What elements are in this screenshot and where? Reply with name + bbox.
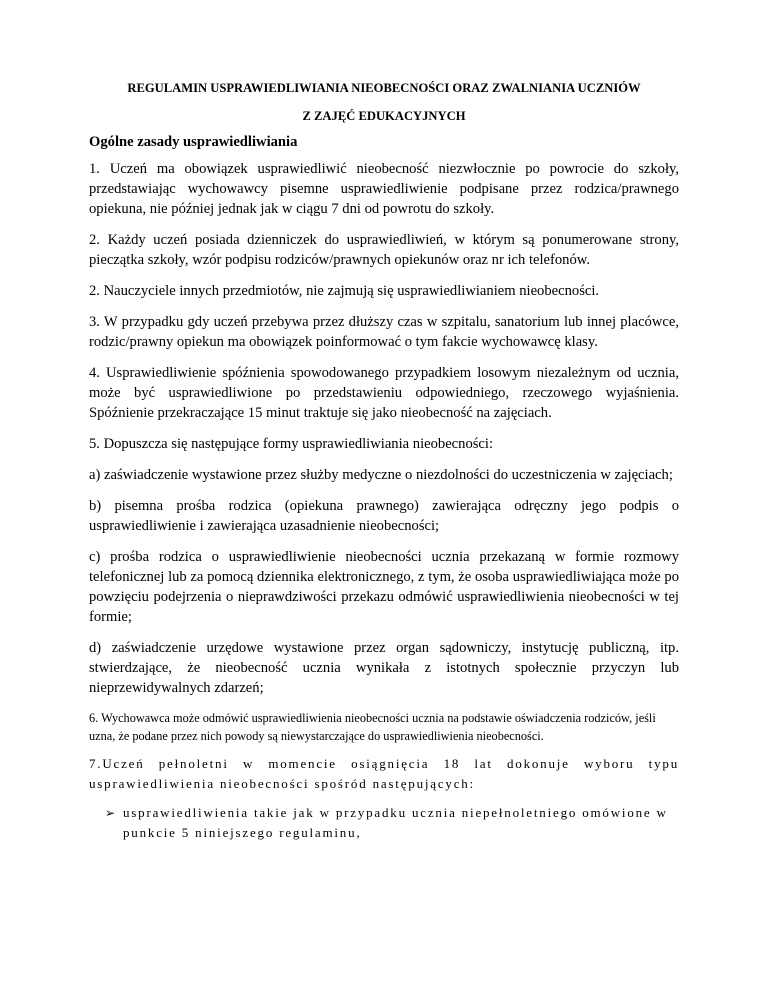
paragraph-5b: b) pisemna prośba rodzica (opiekuna prawnego) zawierająca odręczny jego podpis o usprawiedliwienie i zawierająca uzasadnienie nieobecności; [89,498,679,534]
document-title-line-2: Z ZAJĘĆ EDUKACYJNYCH [302,109,466,123]
paragraph-1: 1. Uczeń ma obowiązek usprawiedliwić nieobecność niezwłocznie po powrocie do szkoły, przedstawiając wychowawcy pisemne usprawiedliwienie podpisane przez rodzica/prawnego opiekuna, nie później jednak jak w ciągu 7 dni od powrotu do szkoły. [89,161,679,217]
paragraph-2b: 2. Nauczyciele innych przedmiotów, nie zajmują się usprawiedliwianiem nieobecności. [89,283,600,299]
paragraph-3: 3. W przypadku gdy uczeń przebywa przez dłuższy czas w szpitalu, sanatorium lub innej placówce, rodzic/prawny opiekun ma obowiązek poinformować o tym fakcie wychowawcę klasy. [89,314,679,350]
paragraph-7: 7.Uczeń pełnoletni w momencie osiągnięcia 18 lat dokonuje wyboru typu usprawiedliwienia nieobecności spośród następujących: [89,756,679,791]
paragraph-5a: a) zaświadczenie wystawione przez służby medyczne o niezdolności do uczestniczenia w zajęciach; [89,467,673,483]
bullet-list-item [105,803,679,843]
paragraph-2: 2. Każdy uczeń posiada dzienniczek do usprawiedliwień, w którym są ponumerowane strony, pieczątka szkoły, wzór podpisu rodziców/prawnych opiekunów oraz nr ich telefonów. [89,232,679,268]
paragraph-4: 4. Usprawiedliwienie spóźnienia spowodowanego przypadkiem losowym niezależnym od ucznia, może być usprawiedliwione po przedstawieniu odpowiedniego, rzeczowego wyjaśnienia. Spóźnienie przekraczające 15 minut traktuje się jako nieobecność na zajęciach. [89,365,679,421]
paragraph-5d: d) zaświadczenie urzędowe wystawione przez organ sądowniczy, instytucję publiczną, itp. stwierdzające, że nieobecność ucznia wynikała z istotnych społecznie przyczyn lub nieprzewidywalnych zdarzeń; [89,640,679,696]
arrow-bullet-icon: ➢ [105,806,116,820]
bullet-text: usprawiedliwienia takie jak w przypadku ucznia niepełnoletniego omówione w punkcie 5 niniejszego regulaminu, [123,805,668,840]
paragraph-5c: c) prośba rodzica o usprawiedliwienie nieobecności ucznia przekazaną w formie rozmowy telefonicznej lub za pomocą dziennika elektronicznego, z tym, że osoba usprawiedliwiająca może po powzięciu podejrzenia o nieprawdziwości przekazu odmówić usprawiedliwienia nieobecności w tej formie; [89,549,679,625]
paragraph-5: 5. Dopuszcza się następujące formy usprawiedliwiania nieobecności: [89,436,494,452]
document-title-line-1: REGULAMIN USPRAWIEDLIWIANIA NIEOBECNOŚCI ORAZ ZWALNIANIA UCZNIÓW [127,81,641,95]
paragraph-6: 6. Wychowawca może odmówić usprawiedliwienia nieobecności ucznia na podstawie oświadczenia rodziców, jeśli uzna, że podane przez nich powody są niewystarczające do usprawiedliwienia nieobecności. [89,711,656,743]
document-page [89,78,679,843]
section-heading: Ogólne zasady usprawiedliwiania [89,134,298,150]
